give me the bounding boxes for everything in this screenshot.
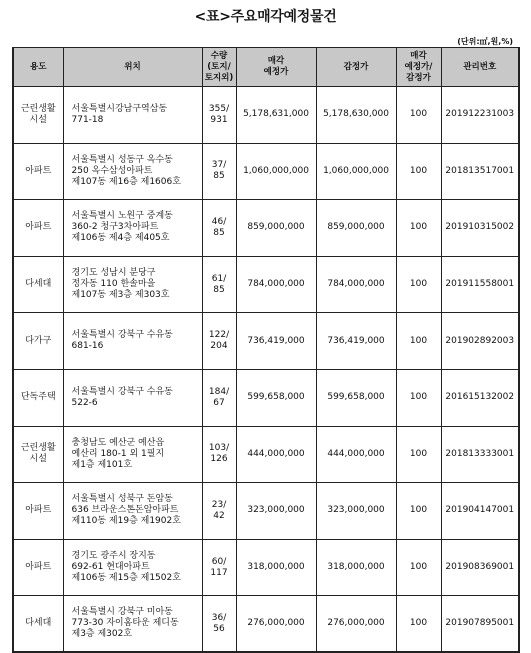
table-row	[13, 539, 519, 596]
table-body	[13, 87, 519, 653]
row-quantity: 36/ 56	[202, 596, 236, 653]
table-row	[13, 313, 519, 370]
row-id: 201908369001	[441, 539, 519, 596]
row-location: 서울특별시 강북구 수유동 522-6	[63, 369, 202, 426]
row-ratio: 100	[396, 143, 441, 200]
table-row	[13, 483, 519, 540]
row-use: 아파트	[13, 143, 63, 200]
table-row	[13, 426, 519, 483]
row-id: 201910315002	[441, 200, 519, 257]
row-location: 서울특별시 강북구 미아동 773-30 자이홈타운 제디동 제3층 제302호	[63, 596, 202, 653]
row-sale-price: 444,000,000	[236, 426, 316, 483]
row-use: 아파트	[13, 539, 63, 596]
table-row	[13, 369, 519, 426]
row-location: 서울특별시강남구역삼동 771-18	[63, 87, 202, 144]
header-quantity: 수량 (토지/ 토지외)	[202, 48, 236, 87]
row-use: 근린생활 시설	[13, 87, 63, 144]
row-use: 단독주택	[13, 369, 63, 426]
table-row	[13, 200, 519, 257]
row-ratio: 100	[396, 87, 441, 144]
row-appraisal: 444,000,000	[316, 426, 396, 483]
row-use: 다가구	[13, 313, 63, 370]
header-row	[13, 48, 519, 87]
row-use: 다세대	[13, 256, 63, 313]
row-sale-price: 318,000,000	[236, 539, 316, 596]
row-id: 201912231003	[441, 87, 519, 144]
header-id: 관리번호	[441, 48, 519, 87]
document-title: <표>주요매각예정물건	[194, 9, 337, 25]
row-location: 서울특별시 성북구 돈암동 636 브라운스톤돈암아파트 제110동 제19층 제1902호	[63, 483, 202, 540]
row-id: 201615132002	[441, 369, 519, 426]
row-ratio: 100	[396, 426, 441, 483]
row-sale-price: 599,658,000	[236, 369, 316, 426]
row-quantity: 184/ 67	[202, 369, 236, 426]
row-appraisal: 736,419,000	[316, 313, 396, 370]
row-use: 근린생활 시설	[13, 426, 63, 483]
header-ratio: 매각 예정가/ 감정가	[396, 48, 441, 87]
row-quantity: 61/ 85	[202, 256, 236, 313]
row-ratio: 100	[396, 200, 441, 257]
row-quantity: 23/ 42	[202, 483, 236, 540]
row-appraisal: 859,000,000	[316, 200, 396, 257]
row-location: 충청남도 예산군 예산읍 예산리 180-1 외 1필지 제1층 제101호	[63, 426, 202, 483]
row-ratio: 100	[396, 313, 441, 370]
row-appraisal: 1,060,000,000	[316, 143, 396, 200]
header-location: 위치	[63, 48, 202, 87]
row-id: 201907895001	[441, 596, 519, 653]
row-location: 경기도 광주시 장지동 692-61 현대아파트 제106동 제15층 제1502호	[63, 539, 202, 596]
row-id: 201813517001	[441, 143, 519, 200]
row-ratio: 100	[396, 596, 441, 653]
row-ratio: 100	[396, 539, 441, 596]
row-id: 201911558001	[441, 256, 519, 313]
table-row	[13, 87, 519, 144]
row-location: 경기도 성남시 분당구 정자동 110 한솔마을 제107동 제3층 제303호	[63, 256, 202, 313]
row-quantity: 103/ 126	[202, 426, 236, 483]
row-appraisal: 5,178,630,000	[316, 87, 396, 144]
row-quantity: 46/ 85	[202, 200, 236, 257]
header-use: 용도	[13, 48, 63, 87]
row-quantity: 355/ 931	[202, 87, 236, 144]
row-appraisal: 318,000,000	[316, 539, 396, 596]
row-id: 201813333001	[441, 426, 519, 483]
property-table	[12, 47, 520, 653]
row-ratio: 100	[396, 369, 441, 426]
row-sale-price: 736,419,000	[236, 313, 316, 370]
row-quantity: 122/ 204	[202, 313, 236, 370]
row-appraisal: 323,000,000	[316, 483, 396, 540]
table-row	[13, 596, 519, 653]
row-ratio: 100	[396, 483, 441, 540]
row-quantity: 60/ 117	[202, 539, 236, 596]
row-ratio: 100	[396, 256, 441, 313]
header-appraisal: 감정가	[316, 48, 396, 87]
row-appraisal: 276,000,000	[316, 596, 396, 653]
row-id: 201902892003	[441, 313, 519, 370]
row-id: 201904147001	[441, 483, 519, 540]
header-sale-price: 매각 예정가	[236, 48, 316, 87]
table-row	[13, 256, 519, 313]
row-use: 아파트	[13, 200, 63, 257]
table-row	[13, 143, 519, 200]
row-sale-price: 323,000,000	[236, 483, 316, 540]
row-sale-price: 5,178,631,000	[236, 87, 316, 144]
row-location: 서울특별시 성동구 옥수동 250 옥수삼성아파트 제107동 제16층 제1606호	[63, 143, 202, 200]
row-sale-price: 1,060,000,000	[236, 143, 316, 200]
row-sale-price: 784,000,000	[236, 256, 316, 313]
row-sale-price: 859,000,000	[236, 200, 316, 257]
unit-note: (단위:㎡,원,%)	[457, 37, 513, 46]
row-quantity: 37/ 85	[202, 143, 236, 200]
row-appraisal: 784,000,000	[316, 256, 396, 313]
row-use: 다세대	[13, 596, 63, 653]
row-sale-price: 276,000,000	[236, 596, 316, 653]
row-appraisal: 599,658,000	[316, 369, 396, 426]
row-location: 서울특별시 강북구 수유동 681-16	[63, 313, 202, 370]
row-location: 서울특별시 노원구 중계동 360-2 청구3차아파트 제106동 제4층 제405호	[63, 200, 202, 257]
row-use: 아파트	[13, 483, 63, 540]
